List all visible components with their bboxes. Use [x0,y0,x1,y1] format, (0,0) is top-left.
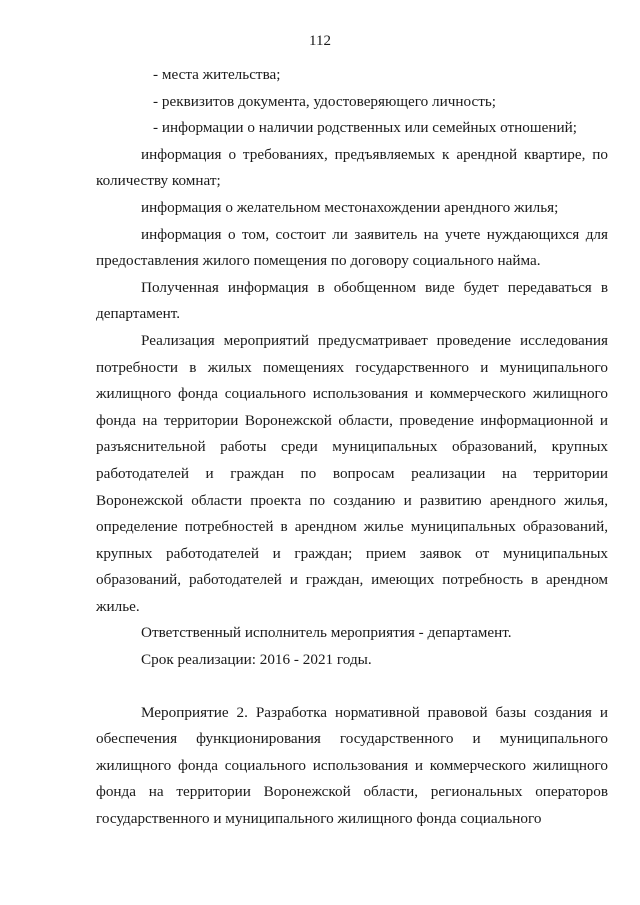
list-item-id-document: - реквизитов документа, удостоверяющего личность; [153,92,497,110]
list-item-residence: - места жительства; [153,66,281,83]
paragraph-housing-registry: информация о том, состоит ли заявитель на учете нуждающихся для предоставления жилого помещения по договору социального найма. [96,225,608,270]
page-body [96,62,608,833]
paragraph-measure-2: Мероприятие 2. Разработка нормативной правовой базы создания и обеспечения функционирования государственного и муниципального жилищного фонда социального использования и коммерческого жилищного фонда на территории Воронежской области, региональных операторов государственного и муниципального жилищного фонда социального [96,703,608,828]
section-spacer [96,674,608,700]
paragraph-implementation-period: Срок реализации: 2016 - 2021 годы. [141,651,372,669]
paragraph-information-transfer: Полученная информация в обобщенном виде будет передаваться в департамент. [96,278,608,323]
paragraph-desired-location: информация о желательном местонахождении арендного жилья; [141,198,559,216]
paragraph-responsible-executor: Ответственный исполнитель мероприятия - департамент. [141,624,512,642]
list-item-family-relations: - информации о наличии родственных или семейных отношений; [153,119,577,137]
paragraph-apartment-requirements: информация о требованиях, предъявляемых к арендной квартире, по количеству комнат; [96,145,608,190]
paragraph-implementation: Реализация мероприятий предусматривает проведение исследования потребности в жилых помещениях государственного и муниципального жилищного фонда социального использования и коммерческого жилищного фонда на территории Воронежской области, проведение информационной и разъяснительной работы среди муниципальных образований, крупных работодателей и граждан по вопросам реализации на территории Воронежской области проекта по созданию и развитию арендного жилья, определение потребностей в арендном жилье муниципальных образований, крупных работодателей и граждан; прием заявок от муниципальных образований, работодателей и граждан, имеющих потребность в арендном жилье. [96,331,608,615]
page-number: 112 [309,33,331,49]
